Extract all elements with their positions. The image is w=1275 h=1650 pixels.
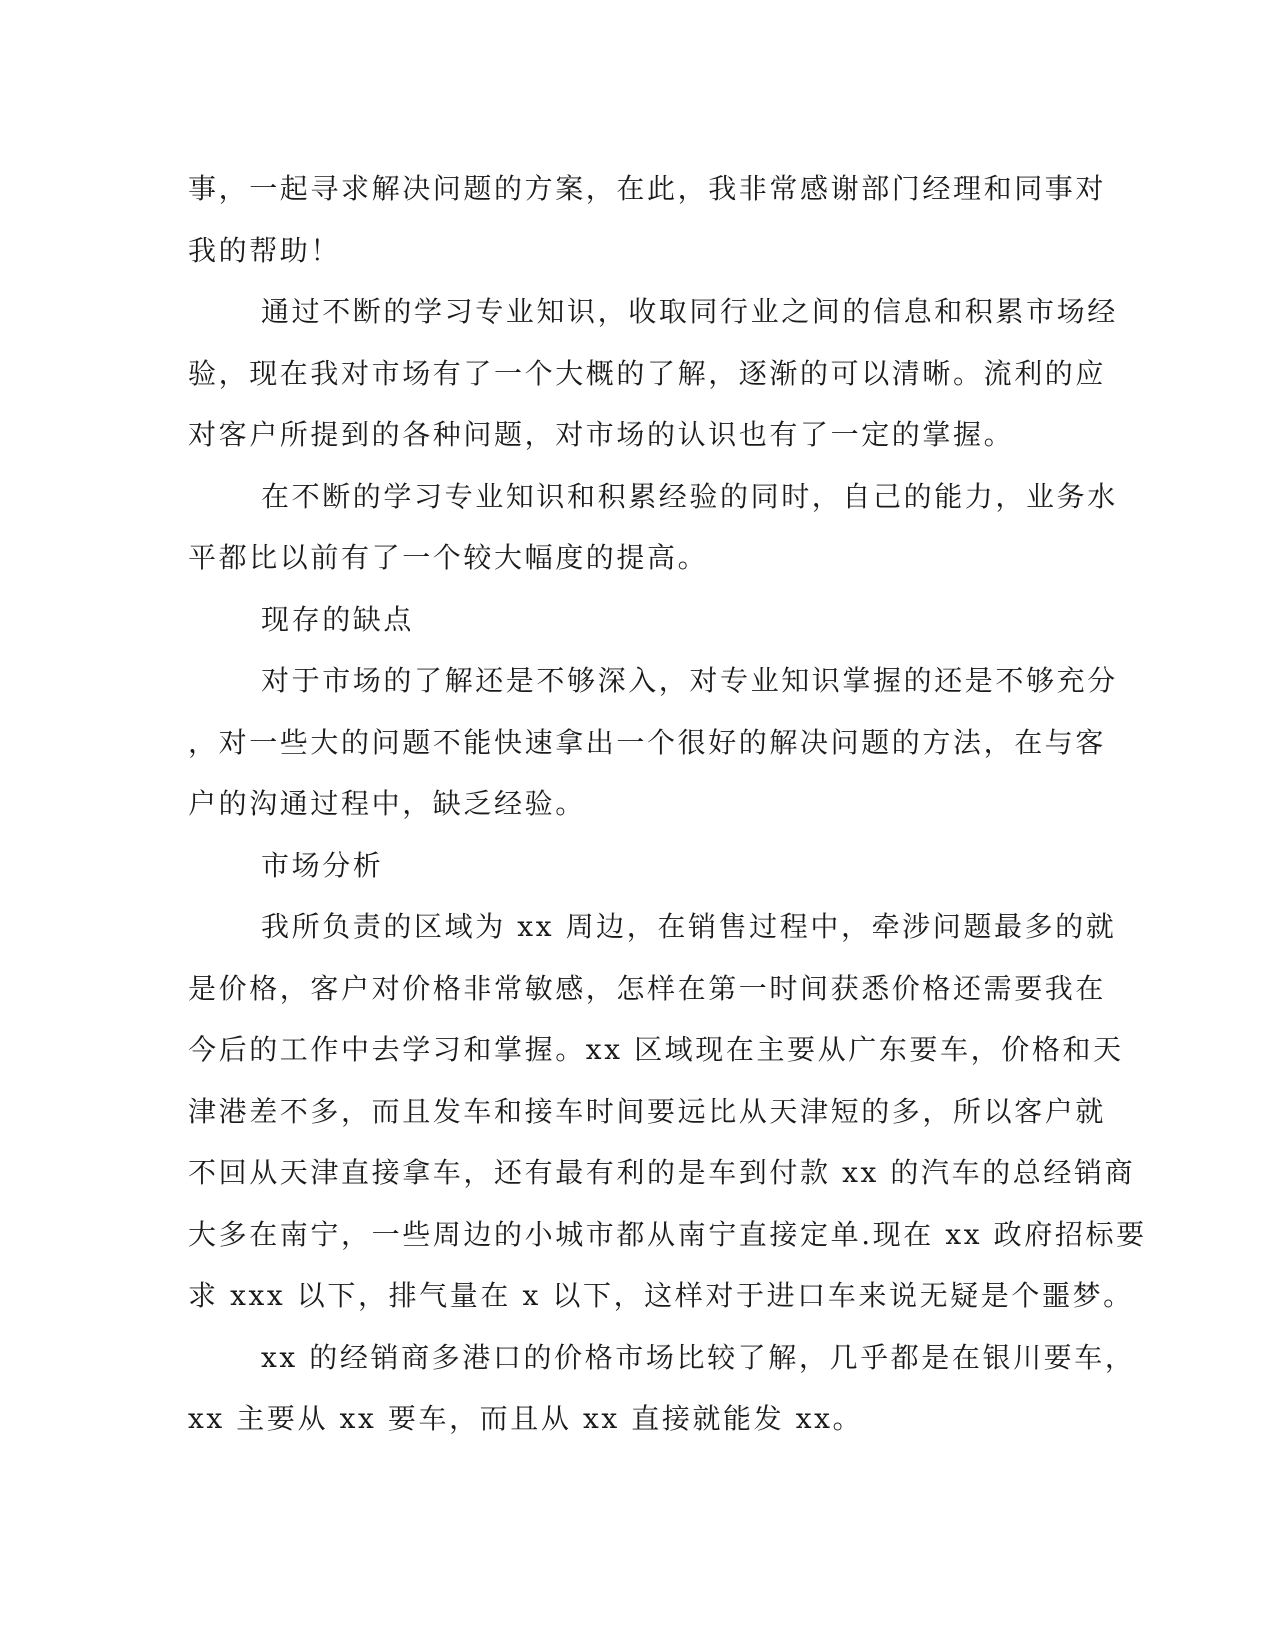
- paragraph-start-line: 我所负责的区域为 xx 周边，在销售过程中，牵涉问题最多的就: [261, 910, 1117, 943]
- text-line: 求 xxx 以下，排气量在 x 以下，这样对于进口车来说无疑是个噩梦。: [188, 1279, 1134, 1312]
- text-line: 平都比以前有了一个较大幅度的提高。: [188, 541, 709, 574]
- section-heading: 现存的缺点: [261, 602, 415, 636]
- text-line: 验，现在我对市场有了一个大概的了解，逐渐的可以清晰。流利的应: [188, 356, 1107, 390]
- text-line: 我的帮助！: [188, 233, 342, 267]
- text-line: 对客户所提到的各种问题，对市场的认识也有了一定的掌握。: [188, 418, 1015, 451]
- text-line: 事，一起寻求解决问题的方案，在此，我非常感谢部门经理和同事对: [188, 172, 1107, 205]
- paragraph-start-line: 对于市场的了解还是不够深入，对专业知识掌握的还是不够充分: [261, 664, 1118, 697]
- text-line: 户的沟通过程中，缺乏经验。: [188, 787, 586, 820]
- text-line: ，对一些大的问题不能快速拿出一个很好的解决问题的方法，在与客: [188, 725, 1107, 759]
- paragraph-start-line: 通过不断的学习专业知识，收取同行业之间的信息和积累市场经: [261, 295, 1118, 328]
- text-line: 今后的工作中去学习和掌握。xx 区域现在主要从广东要车，价格和天: [188, 1033, 1124, 1066]
- document-body: [188, 158, 1147, 1450]
- paragraph-start-line: xx 的经销商多港口的价格市场比较了解，几乎都是在银川要车，: [261, 1340, 1136, 1374]
- text-line: xx 主要从 xx 要车，而且从 xx 直接就能发 xx。: [188, 1402, 864, 1435]
- paragraph-start-line: 在不断的学习专业知识和积累经验的同时，自己的能力，业务水: [261, 479, 1118, 513]
- text-line: 津港差不多，而且发车和接车时间要远比从天津短的多，所以客户就: [188, 1094, 1107, 1128]
- text-line: 是价格，客户对价格非常敏感，怎样在第一时间获悉价格还需要我在: [188, 971, 1107, 1005]
- text-line: 大多在南宁，一些周边的小城市都从南宁直接定单.现在 xx 政府招标要: [188, 1217, 1147, 1251]
- section-heading: 市场分析: [261, 848, 384, 882]
- text-line: 不回从天津直接拿车，还有最有利的是车到付款 xx 的汽车的总经销商: [188, 1156, 1136, 1189]
